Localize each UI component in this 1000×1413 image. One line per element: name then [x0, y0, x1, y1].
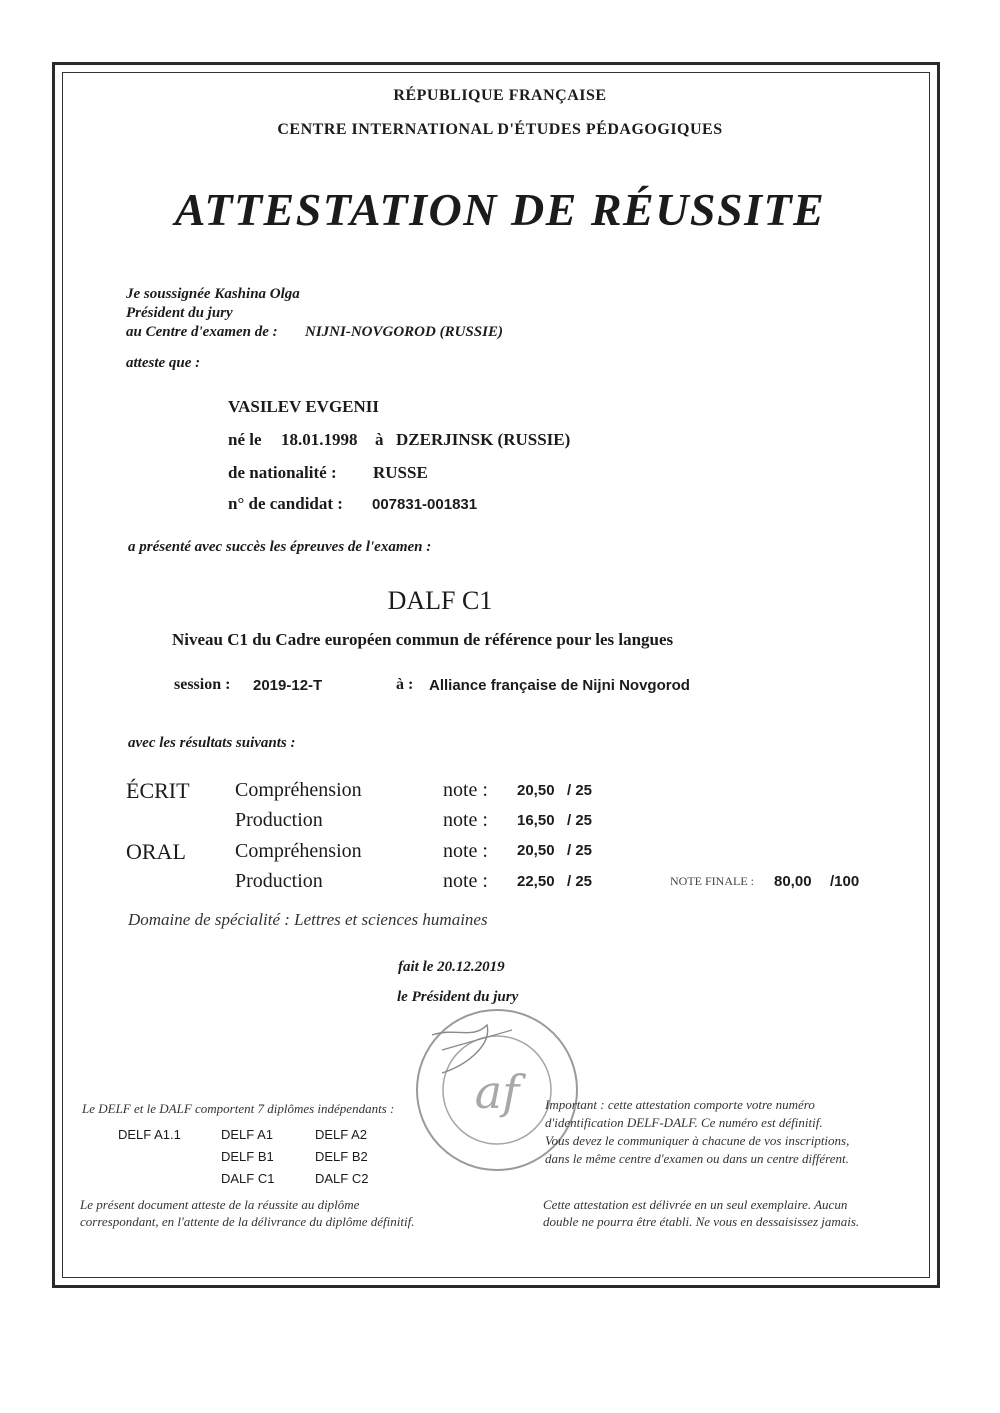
exam-center-label: au Centre d'examen de : [126, 324, 278, 340]
note-left-line: Le présent document atteste de la réussite au diplôme [80, 1197, 360, 1212]
important-line: Vous devez le communiquer à chacune de vos inscriptions, [545, 1133, 850, 1148]
exam-level: Niveau C1 du Cadre européen commun de référence pour les langues [172, 630, 674, 649]
note-left-line: correspondant, en l'attente de la délivrance du diplôme définitif. [80, 1214, 415, 1229]
nationality-value: RUSSE [373, 463, 428, 482]
session-label: session : [174, 676, 231, 693]
note-label: note : [443, 809, 488, 831]
note-label: note : [443, 870, 488, 892]
republic-heading: RÉPUBLIQUE FRANÇAISE [393, 87, 607, 104]
score-value: 22,50 [517, 873, 555, 890]
important-line: Important : cette attestation comporte votre numéro [545, 1097, 815, 1112]
jury-role: Président du jury [126, 305, 233, 321]
exam-intro: a présenté avec succès les épreuves de l'examen : [128, 539, 432, 555]
section-label: ÉCRIT [126, 778, 190, 803]
born-place-prefix: à [375, 430, 384, 449]
born-date: 18.01.1998 [281, 430, 358, 449]
important-line: dans le même centre d'examen ou dans un centre différent. [545, 1151, 849, 1166]
final-score-max: /100 [830, 873, 860, 890]
diploma-item: DELF B2 [315, 1149, 368, 1164]
important-line: d'identification DELF-DALF. Ce numéro est définitif. [545, 1115, 823, 1130]
note-label: note : [443, 779, 488, 801]
specialty-domain: Domaine de spécialité : Lettres et sciences humaines [128, 910, 488, 929]
section-label: ORAL [126, 839, 186, 864]
session-value: 2019-12-T [253, 677, 323, 694]
exam-name: DALF C1 [387, 586, 493, 615]
skill-label: Production [235, 870, 323, 892]
diploma-item: DALF C1 [221, 1171, 275, 1186]
diplomas-intro: Le DELF et le DALF comportent 7 diplômes indépendants : [82, 1101, 395, 1116]
score-value: 16,50 [517, 812, 555, 829]
born-label: né le [228, 430, 262, 449]
final-score-value: 80,00 [774, 873, 812, 890]
atteste-que: atteste que : [126, 355, 201, 371]
ciep-heading: CENTRE INTERNATIONAL D'ÉTUDES PÉDAGOGIQUES [277, 121, 723, 138]
alliance-francaise-stamp [412, 1005, 582, 1175]
final-score-label: NOTE FINALE : [670, 874, 754, 888]
candidate-name: VASILEV EVGENII [228, 397, 380, 416]
diploma-item: DELF B1 [221, 1149, 274, 1164]
jury-president-name: Je soussignée Kashina Olga [126, 286, 300, 302]
results-intro: avec les résultats suivants : [128, 735, 296, 751]
exam-center-value: NIJNI-NOVGOROD (RUSSIE) [305, 324, 503, 340]
score-max: / 25 [567, 842, 593, 859]
note-right-line: Cette attestation est délivrée en un seul exemplaire. Aucun [543, 1197, 848, 1212]
diploma-item: DELF A1 [221, 1127, 274, 1142]
score-value: 20,50 [517, 842, 555, 859]
document-title: ATTESTATION DE RÉUSSITE [174, 184, 826, 235]
score-value: 20,50 [517, 782, 555, 799]
session-place-label: à : [396, 676, 414, 693]
score-max: / 25 [567, 782, 593, 799]
note-right-line: double ne pourra être établi. Ne vous en dessaisissez jamais. [543, 1214, 860, 1229]
candidate-number: 007831-001831 [372, 496, 478, 513]
session-place: Alliance française de Nijni Novgorod [429, 677, 690, 694]
score-max: / 25 [567, 812, 593, 829]
diploma-item: DELF A1.1 [118, 1127, 181, 1142]
born-place: DZERJINSK (RUSSIE) [396, 430, 571, 449]
score-max: / 25 [567, 873, 593, 890]
signature-date: fait le 20.12.2019 [398, 959, 505, 975]
signature-role: le Président du jury [397, 989, 519, 1005]
skill-label: Compréhension [235, 779, 362, 801]
nationality-label: de nationalité : [228, 463, 337, 482]
note-label: note : [443, 840, 488, 862]
diploma-item: DALF C2 [315, 1171, 369, 1186]
diploma-item: DELF A2 [315, 1127, 368, 1142]
stamp-logo: af [474, 1065, 520, 1119]
skill-label: Compréhension [235, 840, 362, 862]
candidate-number-label: n° de candidat : [228, 494, 343, 513]
skill-label: Production [235, 809, 323, 831]
